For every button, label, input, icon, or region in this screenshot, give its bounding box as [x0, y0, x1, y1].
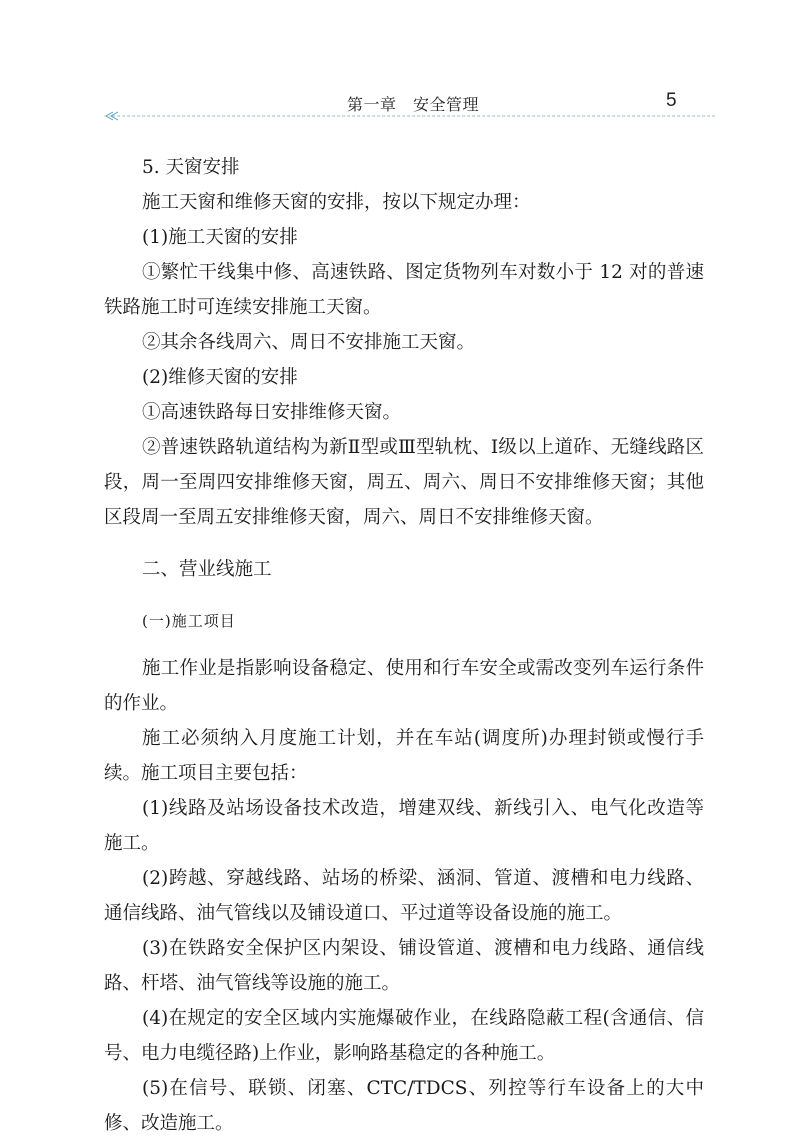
running-header [0, 0, 800, 130]
paragraph: 施工必须纳入月度施工计划，并在车站(调度所)办理封锁或慢行手续。施工项目主要包括： [104, 728, 704, 784]
list-item: (3)在铁路安全保护区内架设、铺设管道、渡槽和电力线路、通信线路、杆塔、油气管线等设施的施工。 [104, 938, 704, 994]
paragraph: ①繁忙干线集中修、高速铁路、图定货物列车对数小于 12 对的普速铁路施工时可连续安排施工天窗。 [104, 262, 704, 318]
header-rule [104, 110, 716, 122]
chapter-title: 第一章 安全管理 [347, 95, 480, 114]
page-body [104, 150, 704, 1141]
page-number: 5 [666, 90, 677, 111]
list-item: (4)在规定的安全区域内实施爆破作业，在线路隐蔽工程(含通信、信号、电力电缆径路)上作业，影响路基稳定的各种施工。 [104, 1008, 704, 1064]
section-heading: 二、营业线施工 [142, 559, 272, 580]
list-item: (5)在信号、联锁、闭塞、CTC/TDCS、列控等行车设备上的大中修、改造施工。 [104, 1078, 704, 1134]
item-heading: (1)施工天窗的安排 [142, 227, 298, 248]
paragraph: ②其余各线周六、周日不安排施工天窗。 [142, 332, 476, 353]
subsection-heading: (一)施工项目 [142, 612, 236, 630]
paragraph: 施工天窗和维修天窗的安排，按以下规定办理： [142, 192, 531, 213]
subsection-heading: 5. 天窗安排 [142, 157, 240, 178]
list-item: (1)线路及站场设备技术改造，增建双线、新线引入、电气化改造等施工。 [104, 798, 704, 854]
paragraph: 施工作业是指影响设备稳定、使用和行车安全或需改变列车运行条件的作业。 [104, 658, 704, 714]
paragraph: ②普速铁路轨道结构为新Ⅱ型或Ⅲ型轨枕、Ⅰ级以上道砟、无缝线路区段，周一至周四安排维修天窗，周五、周六、周日不安排维修天窗；其他区段周一至周五安排维修天窗，周六、周日不安排维修天窗。 [104, 437, 704, 528]
item-heading: (2)维修天窗的安排 [142, 367, 298, 388]
list-item: (2)跨越、穿越线路、站场的桥梁、涵洞、管道、渡槽和电力线路、通信线路、油气管线以及铺设道口、平过道等设备设施的施工。 [104, 868, 704, 924]
paragraph: ①高速铁路每日安排维修天窗。 [142, 402, 402, 423]
